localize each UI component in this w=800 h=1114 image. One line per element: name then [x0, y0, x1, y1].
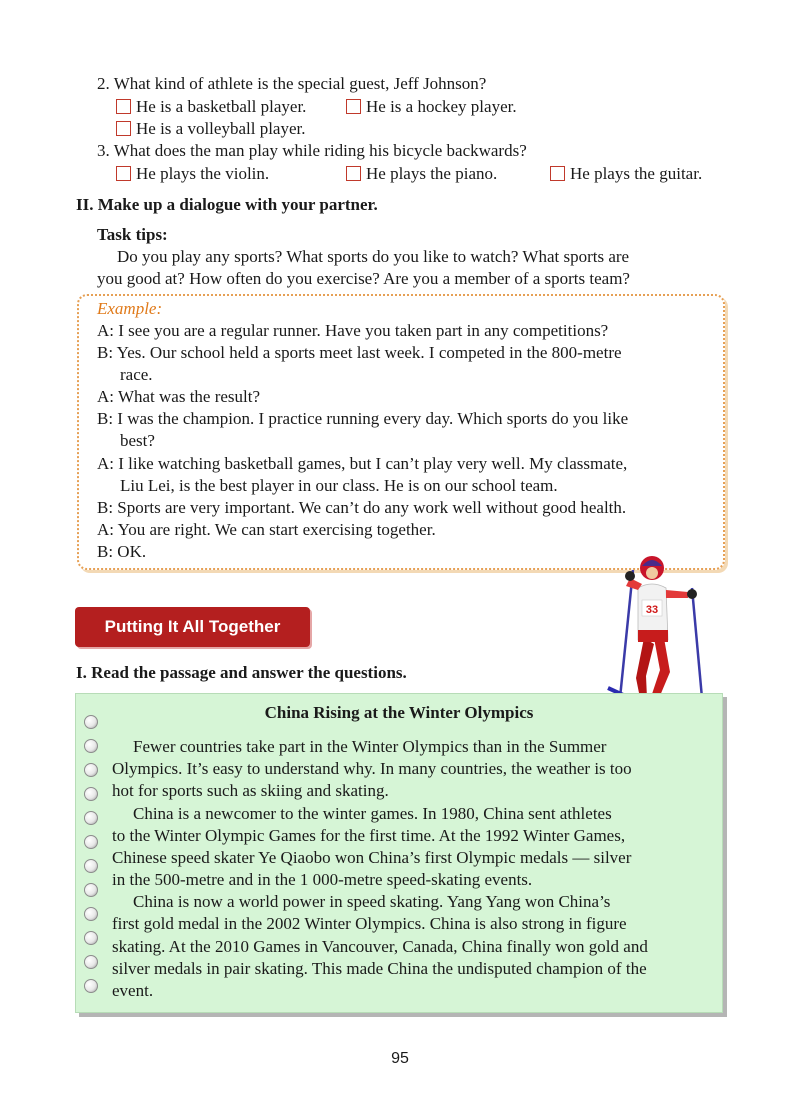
section-badge: Putting It All Together — [75, 607, 310, 647]
dialogue-line: B: Yes. Our school held a sports meet last week. I competed in the 800-metre — [97, 343, 622, 362]
binder-ring-icon — [84, 739, 98, 753]
bib-number: 33 — [645, 604, 659, 616]
checkbox[interactable] — [116, 121, 131, 136]
section-1-heading: I. Read the passage and answer the questions. — [76, 663, 407, 682]
option-piano[interactable] — [346, 163, 497, 185]
binder-ring-icon — [84, 811, 98, 825]
task-tips-line: Do you play any sports? What sports do you like to watch? What sports are — [117, 247, 630, 266]
dialogue-line: A: I see you are a regular runner. Have you taken part in any competitions? — [97, 321, 609, 340]
binder-ring-icon — [84, 787, 98, 801]
passage-title: China Rising at the Winter Olympics — [264, 703, 534, 722]
dialogue-line: B: Sports are very important. We can’t do any work well without good health. — [97, 498, 627, 517]
passage-line: in the 500-metre and in the 1 000-metre speed-skating events. — [112, 870, 533, 889]
binder-ring-icon — [84, 835, 98, 849]
option-guitar[interactable] — [550, 163, 702, 185]
passage-line: event. — [112, 981, 154, 1000]
passage-line: China is now a world power in speed skating. Yang Yang won China’s — [133, 892, 611, 911]
option-label: He is a basketball player. — [136, 97, 307, 116]
binder-ring-icon — [84, 907, 98, 921]
checkbox[interactable] — [346, 99, 361, 114]
dialogue-line: B: I was the champion. I practice running every day. Which sports do you like — [97, 409, 629, 428]
question-2-text: 2. What kind of athlete is the special guest, Jeff Johnson? — [97, 74, 487, 93]
passage-line: Fewer countries take part in the Winter Olympics than in the Summer — [133, 737, 607, 756]
binder-ring-icon — [84, 763, 98, 777]
dialogue-line: A: You are right. We can start exercising together. — [97, 520, 436, 539]
task-tips-title: Task tips: — [97, 225, 168, 244]
option-label: He plays the violin. — [136, 164, 270, 183]
dialogue-line: race. — [120, 365, 153, 384]
passage-line: silver medals in pair skating. This made China the undisputed champion of the — [112, 959, 647, 978]
checkbox[interactable] — [550, 166, 565, 181]
dialogue-line: best? — [120, 431, 155, 450]
task-tips-line: you good at? How often do you exercise? Are you a member of a sports team? — [97, 269, 630, 288]
binder-ring-icon — [84, 931, 98, 945]
passage-line: skating. At the 2010 Games in Vancouver, Canada, China finally won gold and — [112, 937, 648, 956]
option-label: He is a hockey player. — [366, 97, 517, 116]
checkbox[interactable] — [116, 166, 131, 181]
passage-line: China is a newcomer to the winter games. In 1980, China sent athletes — [133, 804, 612, 823]
option-basketball[interactable] — [116, 96, 306, 118]
checkbox[interactable] — [116, 99, 131, 114]
dialogue-line: B: OK. — [97, 542, 147, 561]
option-volleyball[interactable] — [116, 118, 305, 140]
dialogue-line: A: I like watching basketball games, but I can’t play very well. My classmate, — [97, 454, 628, 473]
passage-line: Olympics. It’s easy to understand why. In many countries, the weather is too — [112, 759, 632, 778]
option-label: He is a volleyball player. — [136, 119, 306, 138]
passage-line: to the Winter Olympic Games for the first time. At the 1992 Winter Games, — [112, 826, 626, 845]
option-label: He plays the piano. — [366, 164, 498, 183]
option-hockey[interactable] — [346, 96, 517, 118]
binder-ring-icon — [84, 979, 98, 993]
passage-line: hot for sports such as skiing and skating. — [112, 781, 389, 800]
page-number: 95 — [391, 1050, 409, 1067]
dialogue-line: Liu Lei, is the best player in our class. He is on our school team. — [120, 476, 558, 495]
example-label: Example: — [97, 299, 163, 318]
binder-ring-icon — [84, 955, 98, 969]
binder-ring-icon — [84, 883, 98, 897]
binder-ring-icon — [84, 859, 98, 873]
passage-line: Chinese speed skater Ye Qiaobo won China’s first Olympic medals — silver — [112, 848, 632, 867]
question-3-text: 3. What does the man play while riding his bicycle backwards? — [97, 141, 527, 160]
section-2-heading: II. Make up a dialogue with your partner. — [76, 195, 378, 214]
option-label: He plays the guitar. — [570, 164, 703, 183]
option-violin[interactable] — [116, 163, 269, 185]
dialogue-line: A: What was the result? — [97, 387, 261, 406]
passage-line: first gold medal in the 2002 Winter Olympics. China is also strong in figure — [112, 914, 627, 933]
checkbox[interactable] — [346, 166, 361, 181]
